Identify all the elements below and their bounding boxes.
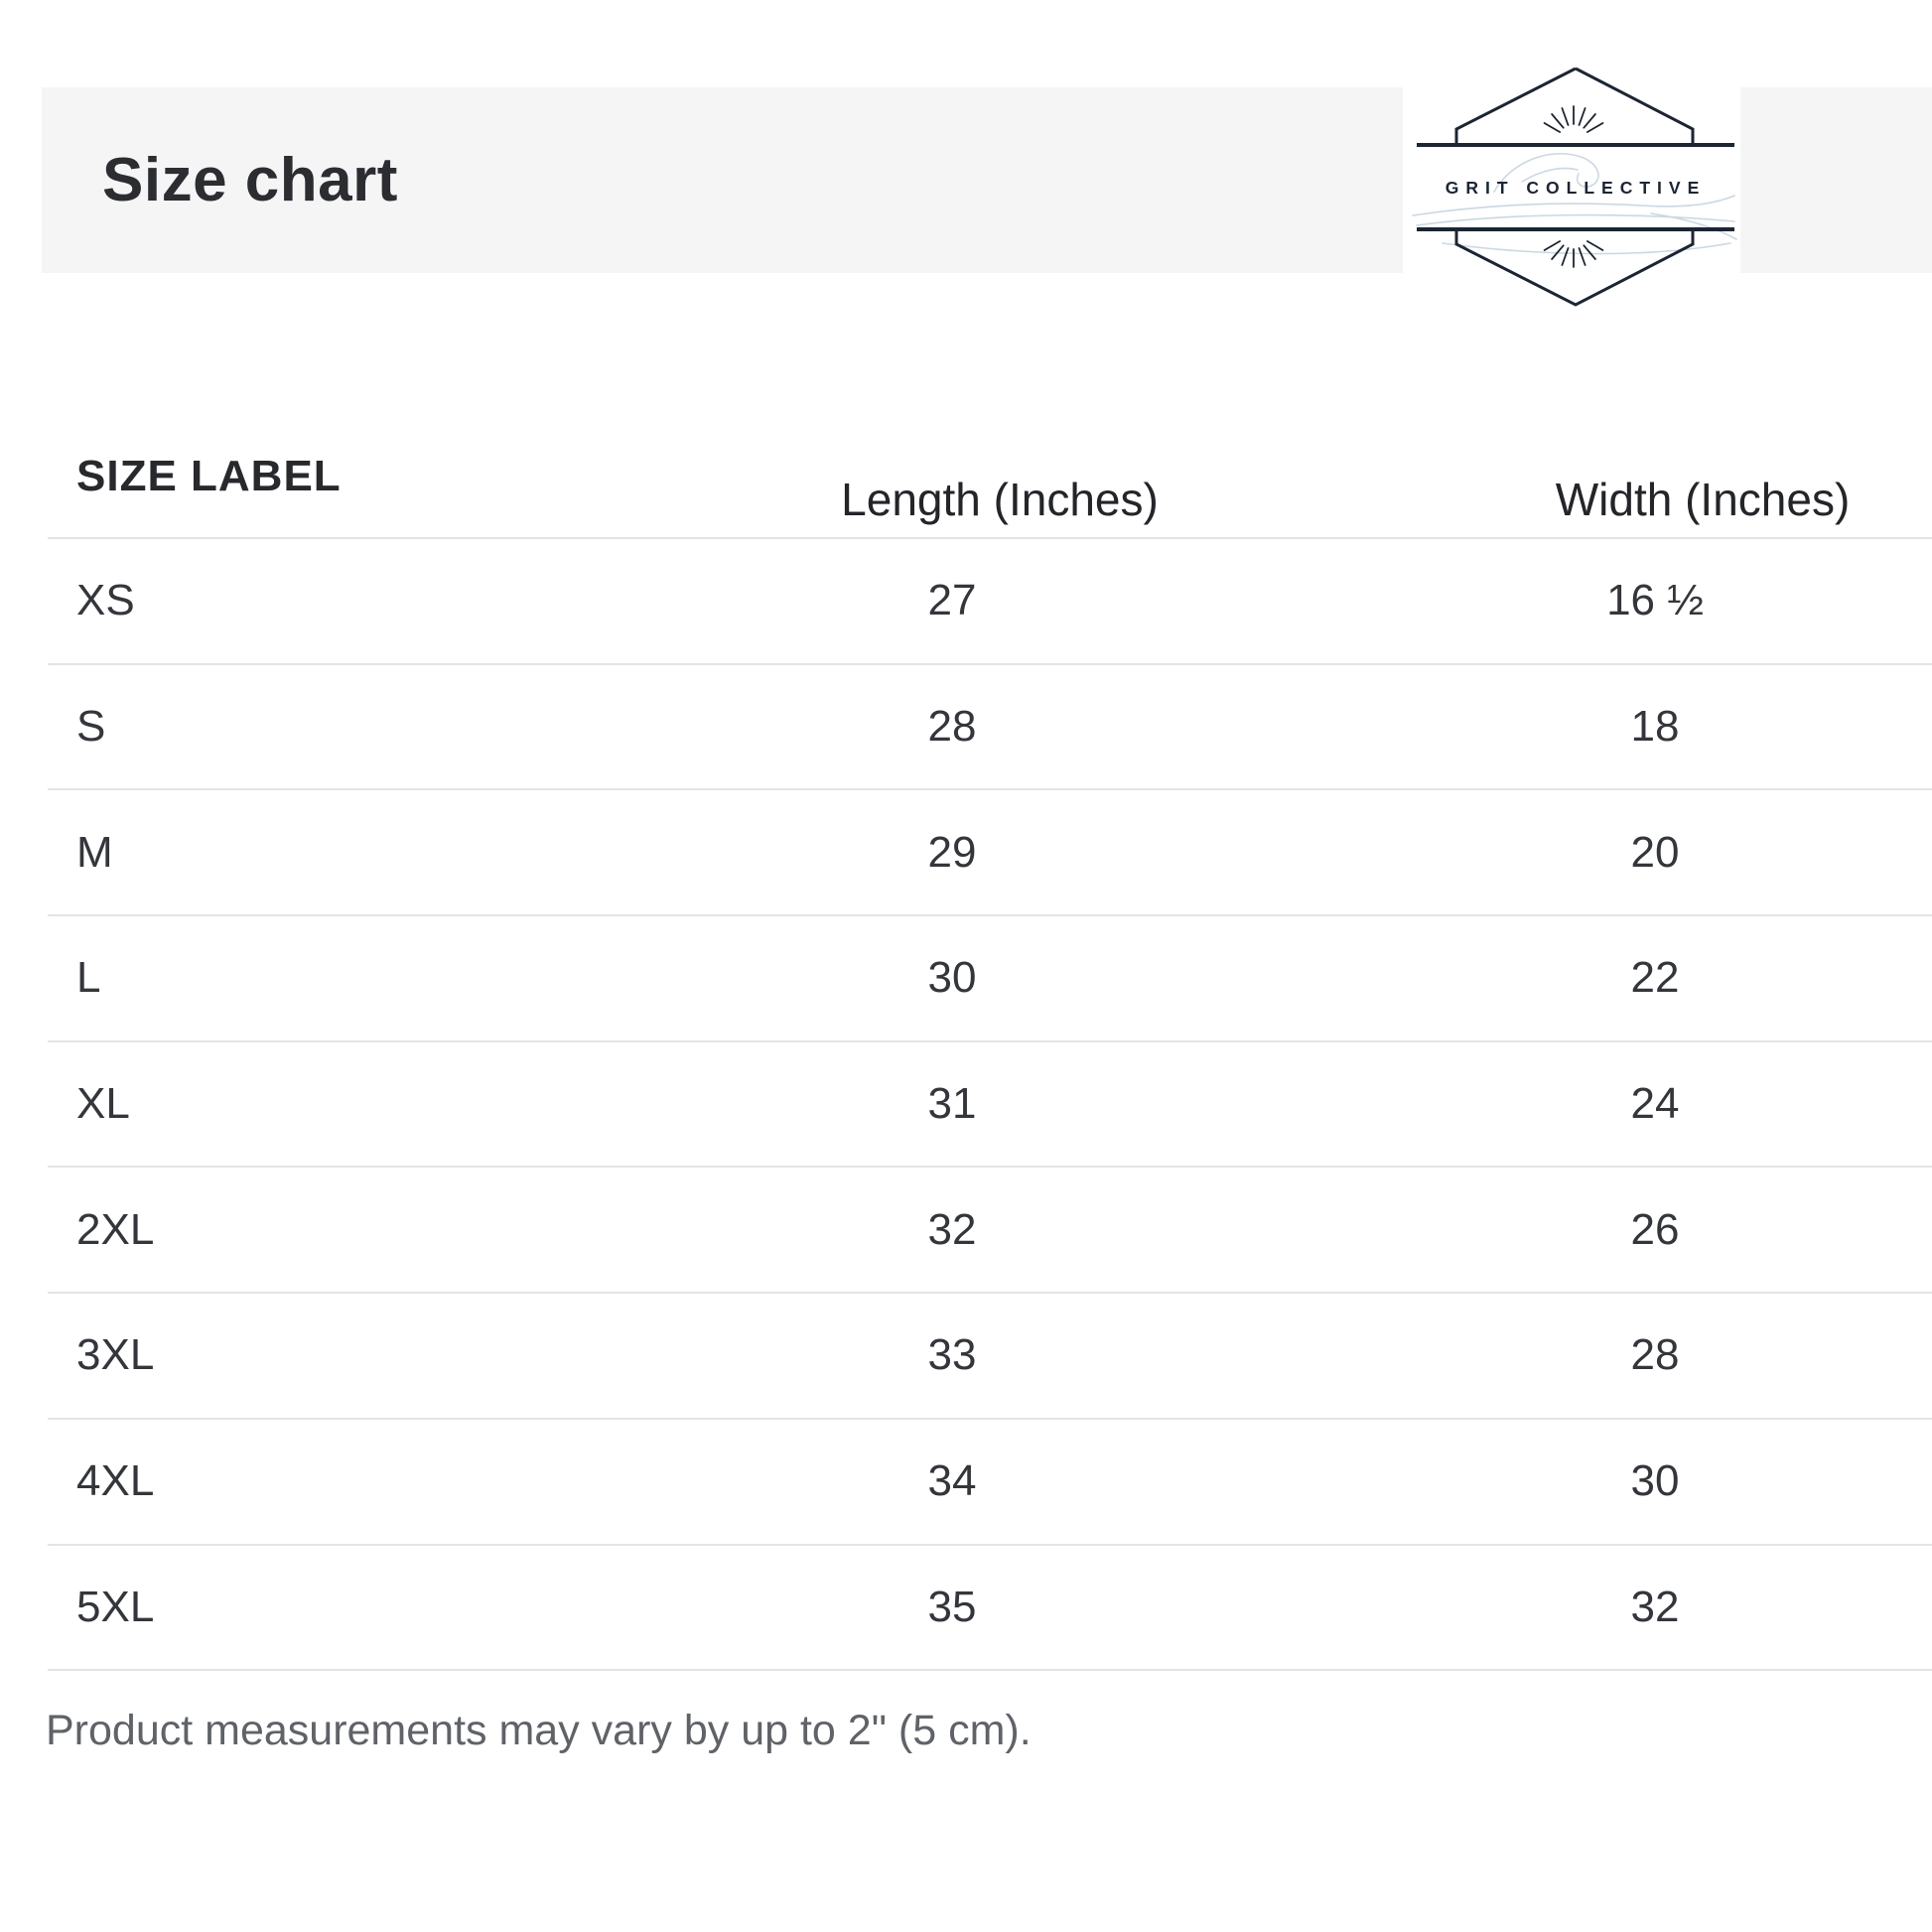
column-header-width: Width (Inches)	[1555, 474, 1851, 525]
size-label-cell: 3XL	[76, 1330, 155, 1380]
length-cell: 31	[927, 1079, 977, 1129]
size-label-cell: L	[76, 953, 101, 1003]
table-row	[48, 1168, 1932, 1294]
width-cell: 26	[1630, 1204, 1680, 1254]
table-row	[48, 790, 1932, 916]
logo-badge-icon	[1403, 55, 1740, 318]
size-table-body	[48, 539, 1932, 1671]
size-label-cell: XL	[76, 1079, 130, 1129]
length-cell: 34	[927, 1456, 977, 1506]
table-row	[48, 539, 1932, 665]
width-cell: 22	[1630, 953, 1680, 1003]
measurement-disclaimer: Product measurements may vary by up to 2" (5 cm).	[46, 1707, 1032, 1754]
length-cell: 33	[927, 1330, 977, 1380]
logo-brand-text: GRIT COLLECTIVE	[1445, 178, 1707, 198]
size-label-cell: XS	[76, 576, 135, 625]
width-cell: 20	[1630, 827, 1680, 877]
table-row	[48, 1042, 1932, 1169]
table-row	[48, 1546, 1932, 1672]
table-row	[48, 916, 1932, 1042]
size-label-cell: 4XL	[76, 1456, 155, 1506]
column-header-size-label: SIZE LABEL	[76, 452, 342, 500]
logo-wave-icon	[1413, 154, 1736, 254]
length-cell: 35	[927, 1582, 977, 1631]
logo-sunrays-top-icon	[1545, 106, 1603, 132]
width-cell: 30	[1630, 1456, 1680, 1506]
table-row	[48, 665, 1932, 791]
width-cell: 28	[1630, 1330, 1680, 1380]
column-header-length: Length (Inches)	[841, 474, 1159, 525]
grit-collective-logo	[1403, 55, 1740, 318]
size-label-cell: M	[76, 827, 113, 877]
page-title: Size chart	[102, 146, 398, 214]
size-label-cell: 2XL	[76, 1204, 155, 1254]
size-label-cell: 5XL	[76, 1582, 155, 1631]
width-cell: 24	[1630, 1079, 1680, 1129]
length-cell: 30	[927, 953, 977, 1003]
width-cell: 18	[1630, 702, 1680, 752]
length-cell: 27	[927, 576, 977, 625]
size-label-cell: S	[76, 702, 106, 752]
length-cell: 32	[927, 1204, 977, 1254]
table-row	[48, 1420, 1932, 1546]
length-cell: 28	[927, 702, 977, 752]
table-row	[48, 1294, 1932, 1420]
length-cell: 29	[927, 827, 977, 877]
width-cell: 32	[1630, 1582, 1680, 1631]
width-cell: 16 ½	[1606, 576, 1704, 625]
